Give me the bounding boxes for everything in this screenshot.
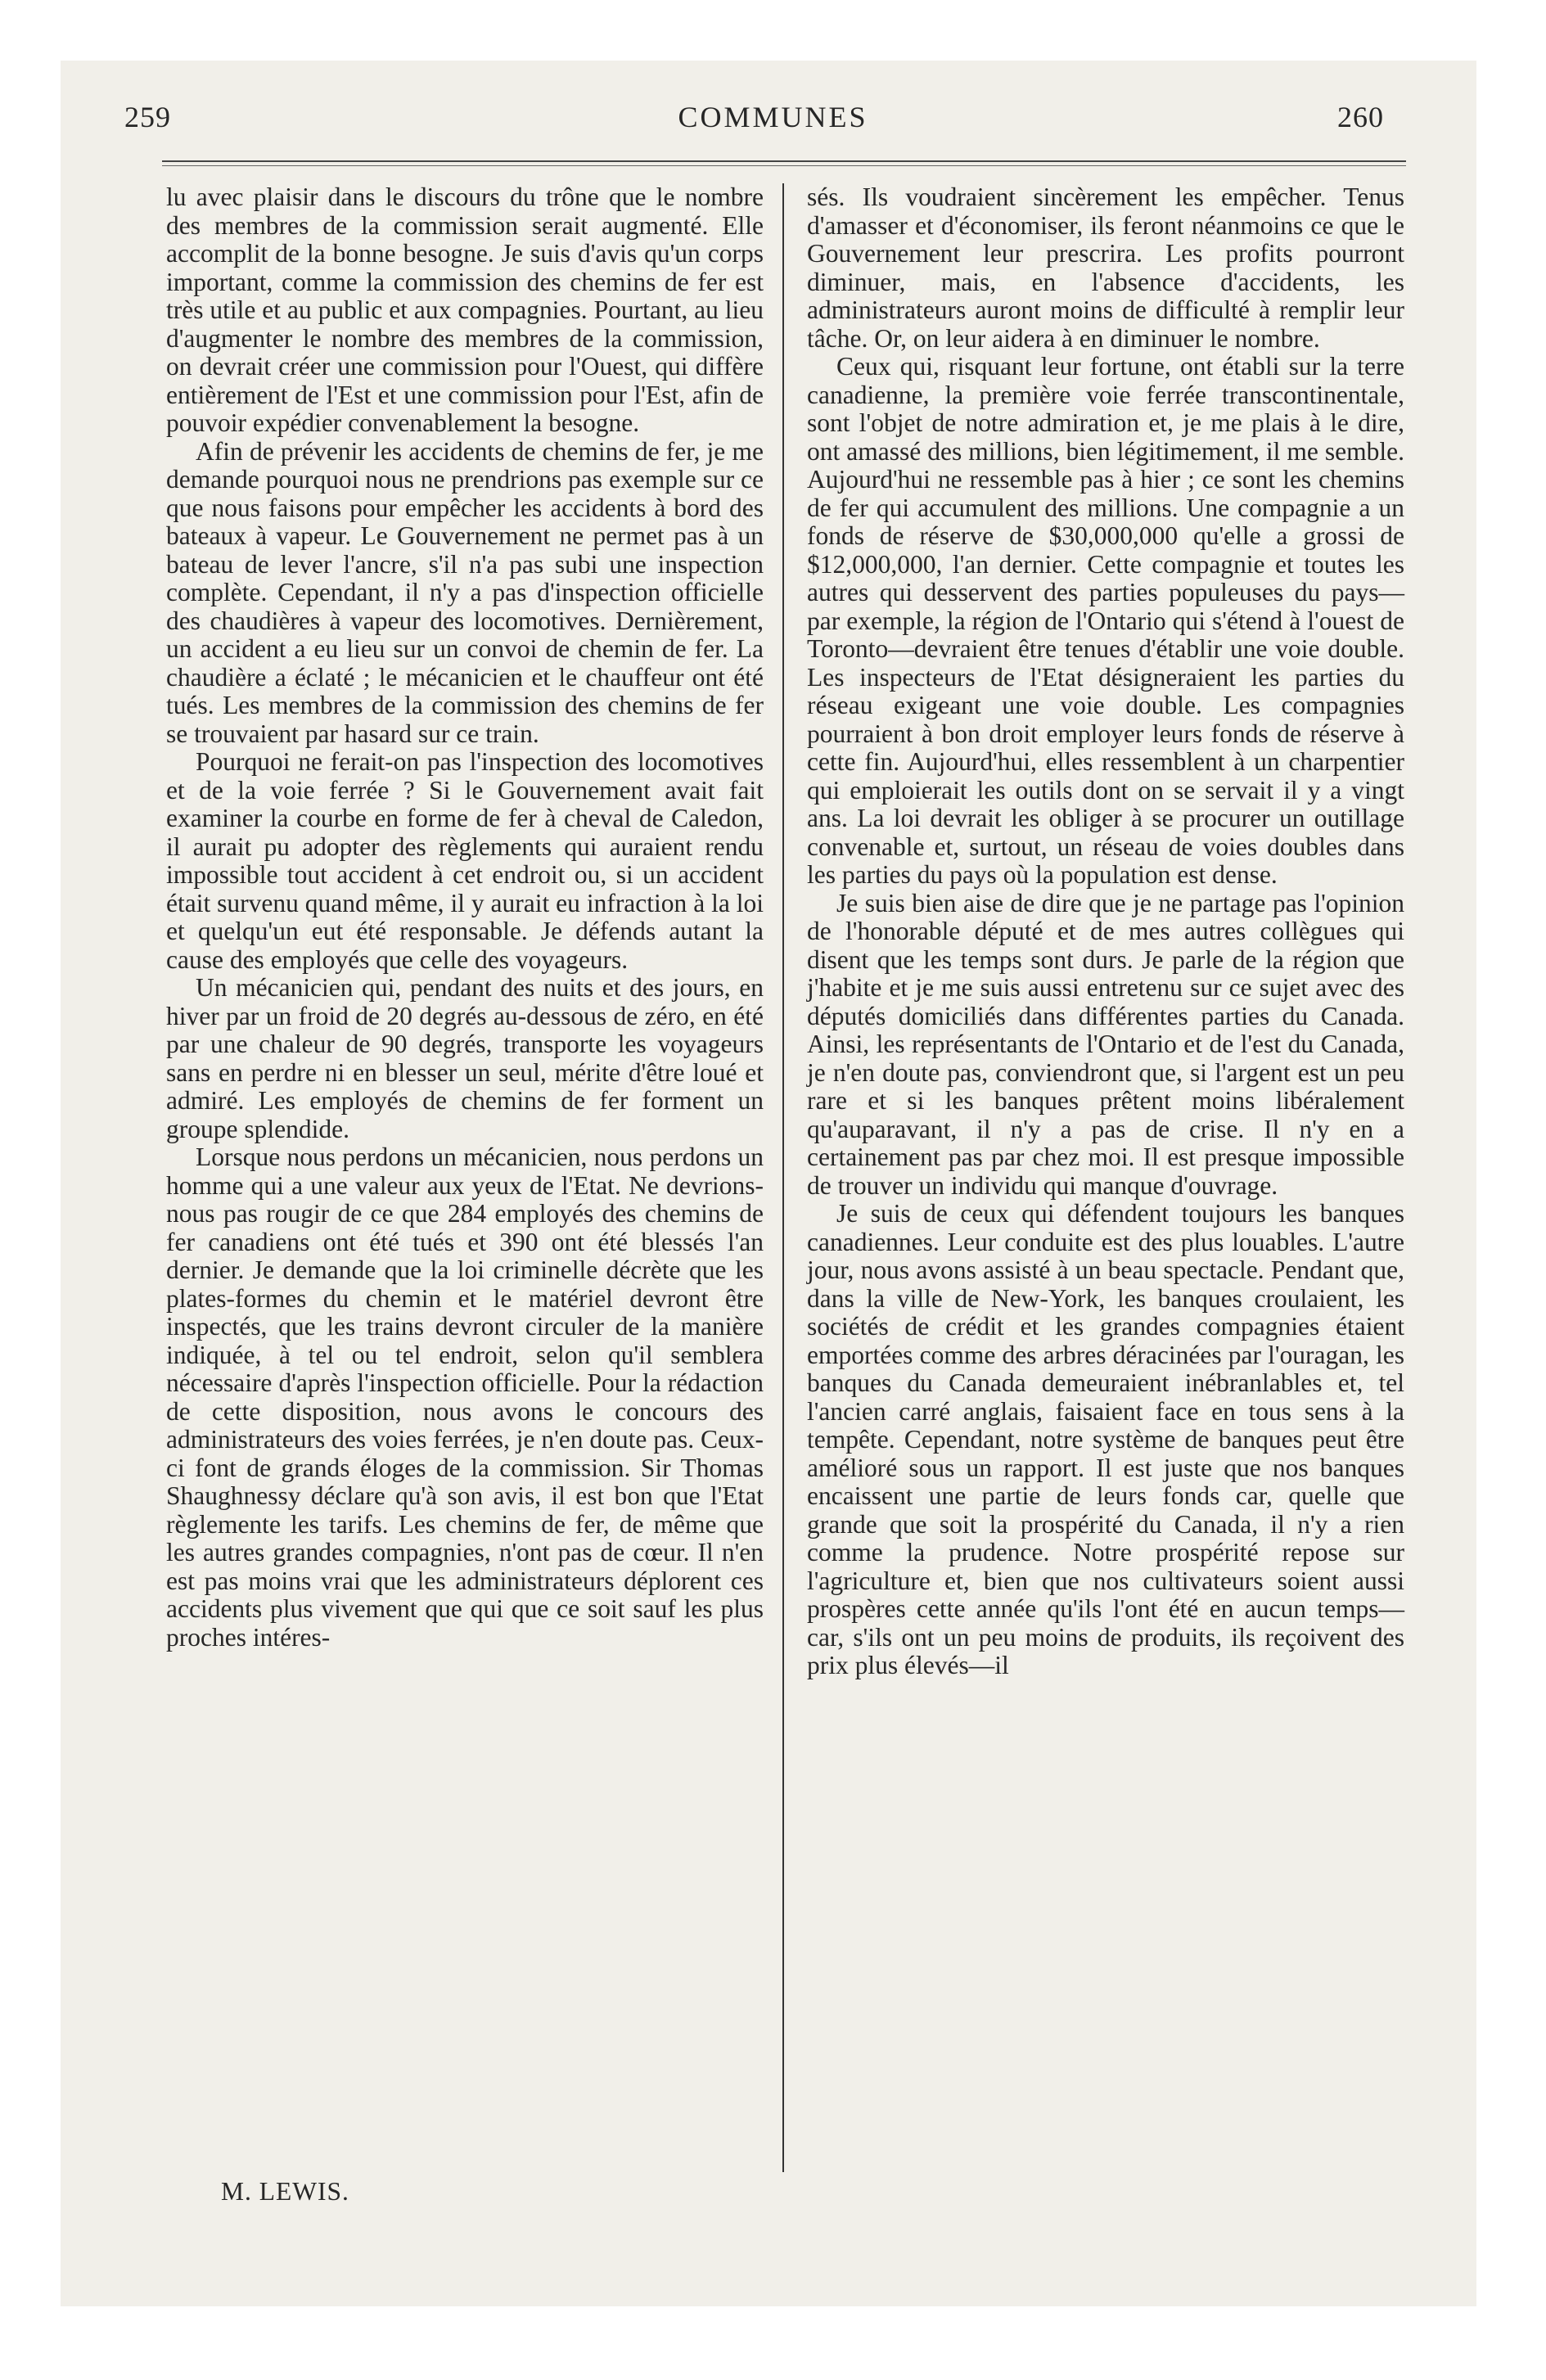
header-rule-thick <box>162 160 1406 162</box>
running-title: COMMUNES <box>678 101 868 133</box>
paragraph: Je suis bien aise de dire que je ne partage pas l'opinion de l'honorable député et de mes autres collègues qui disent que les temps sont durs. Je parle de la région que j'habite et je me suis aussi entretenu sur ce sujet avec des députés domiciliés dans différentes parties du Canada. Ainsi, les représentants de l'Ontario et de l'est du Canada, je n'en doute pas, conviendront que, si l'argent est un peu rare et si les banques prêtent moins libéralement qu'auparavant, il n'y a pas de crise. Il n'y en a certainement pas par chez moi. Il est presque impossible de trouver un individu qui manque d'ouvrage. <box>807 888 1404 1200</box>
left-column <box>166 183 764 1652</box>
speaker-signature: M. LEWIS. <box>221 2177 349 2206</box>
paragraph: Ceux qui, risquant leur fortune, ont établi sur la terre canadienne, la première voie ferrée transcontinentale, sont l'objet de notre admiration et, je me plais à le dire, ont amassé des millions, bien légitimement, il me semble. Aujourd'hui ne ressemble pas à hier ; ce sont les chemins de fer qui accumulent des millions. Une compagnie a un fonds de réserve de $30,000,000 qu'elle a grossi de $12,000,000, l'an dernier. Cette compagnie et toutes les autres qui desservent des parties populeuses du pays—par exemple, la région de l'Ontario qui s'étend à l'ouest de Toronto—devraient être tenues d'établir une voie double. Les inspecteurs de l'Etat désigneraient les parties du réseau exigeant une voie double. Les compagnies pourraient à bon droit employer leurs fonds de réserve à cette fin. Aujourd'hui, elles ressemblent à un charpentier qui emploierait les outils dont on se servait il y a vingt ans. La loi devrait les obliger à se procurer un outillage convenable et, surtout, un réseau de voies doubles dans les parties du pays où la population est dense. <box>807 352 1404 889</box>
paragraph: Un mécanicien qui, pendant des nuits et des jours, en hiver par un froid de 20 degrés au-dessous de zéro, en été par une chaleur de 90 degrés, transporte les voyageurs sans en perdre ni en blesser un seul, mérite d'être loué et admiré. Les employés de chemins de fer forment un groupe splendide. <box>166 973 764 1143</box>
page-number-left: 259 <box>124 101 171 133</box>
paragraph: Je suis de ceux qui défendent toujours les banques canadiennes. Leur conduite est des plus louables. L'autre jour, nous avons assisté à un beau spectacle. Pendant que, dans la ville de New-York, les banques croulaient, les sociétés de crédit et les grandes compagnies étaient emportées comme des arbres déracinées par l'ouragan, les banques du Canada demeuraient inébranlables et, tel l'ancien carré anglais, faisaient face en tous sens à la tempête. Cependant, notre système de banques peut être amélioré sous un rapport. Il est juste que nos banques encaissent une partie de leurs fonds car, quelle que grande que soit la prospérité du Canada, il n'y a rien comme la prudence. Notre prospérité repose sur l'agriculture et, bien que nos cultivateurs soient aussi prospères cette année qu'ils l'ont été en aucun temps—car, s'ils ont un peu moins de produits, ils reçoivent des prix plus élevés—il <box>807 1199 1404 1679</box>
paragraph: Lorsque nous perdons un mécanicien, nous perdons un homme qui a une valeur aux yeux de l'Etat. Ne devrions-nous pas rougir de ce que 284 employés des chemins de fer canadiens ont été tués et 390 ont été blessés l'an dernier. Je demande que la loi criminelle décrète que les plates-formes du chemin et le matériel devront être inspectés, que les trains devront circuler de la manière indiquée, à tel ou tel endroit, selon qu'il semblera nécessaire d'après l'inspection officielle. Pour la rédaction de cette disposition, nous avons le concours des administrateurs des voies ferrées, je n'en doute pas. Ceux-ci font de grands éloges de la commission. Sir Thomas Shaughnessy déclare qu'à son avis, il est bon que l'Etat règlemente les tarifs. Les chemins de fer, de même que les autres grandes compagnies, n'ont pas de cœur. Il n'en est pas moins vrai que les administrateurs déplorent ces accidents plus vivement que qui que ce soit sauf les plus proches intéres- <box>166 1143 764 1652</box>
right-column <box>807 183 1404 1680</box>
header-rule <box>162 160 1406 169</box>
page-number-right: 260 <box>1337 101 1384 133</box>
page-header <box>0 100 1546 133</box>
header-rule-thin <box>162 165 1406 166</box>
paragraph: sés. Ils voudraient sincèrement les empêcher. Tenus d'amasser et d'économiser, ils feront néanmoins ce que le Gouvernement leur prescrira. Les profits pourront diminuer, mais, en l'absence d'accidents, les administrateurs auront moins de difficulté à remplir leur tâche. Or, on leur aidera à en diminuer le nombre. <box>807 183 1404 353</box>
paragraph: lu avec plaisir dans le discours du trône que le nombre des membres de la commission serait augmenté. Elle accomplit de la bonne besogne. Je suis d'avis qu'un corps important, comme la commission des chemins de fer est très utile et au public et aux compagnies. Pourtant, au lieu d'augmenter le nombre des membres de la commission, on devrait créer une commission pour l'Ouest, qui diffère entièrement de l'Est et une commission pour l'Est, afin de pouvoir expédier convenablement la besogne. <box>166 183 764 437</box>
paragraph: Pourquoi ne ferait-on pas l'inspection des locomotives et de la voie ferrée ? Si le Gouvernement avait fait examiner la courbe en forme de fer à cheval de Caledon, il aurait pu adopter des règlements qui auraient rendu impossible tout accident à cet endroit ou, si un accident était survenu quand même, il y aurait eu infraction à la loi et quelqu'un eut été responsable. Je défends autant la cause des employés que celle des voyageurs. <box>166 747 764 974</box>
column-divider <box>782 183 784 2172</box>
paragraph: Afin de prévenir les accidents de chemins de fer, je me demande pourquoi nous ne prendrions pas exemple sur ce que nous faisons pour empêcher les accidents à bord des bateaux à vapeur. Le Gouvernement ne permet pas à un bateau de lever l'ancre, s'il n'a pas subi une inspection complète. Cependant, il n'y a pas d'inspection officielle des chaudières à vapeur des locomotives. Dernièrement, un accident a eu lieu sur un convoi de chemin de fer. La chaudière a éclaté ; le mécanicien et le chauffeur ont été tués. Les membres de la commission des chemins de fer se trouvaient par hasard sur ce train. <box>166 436 764 748</box>
